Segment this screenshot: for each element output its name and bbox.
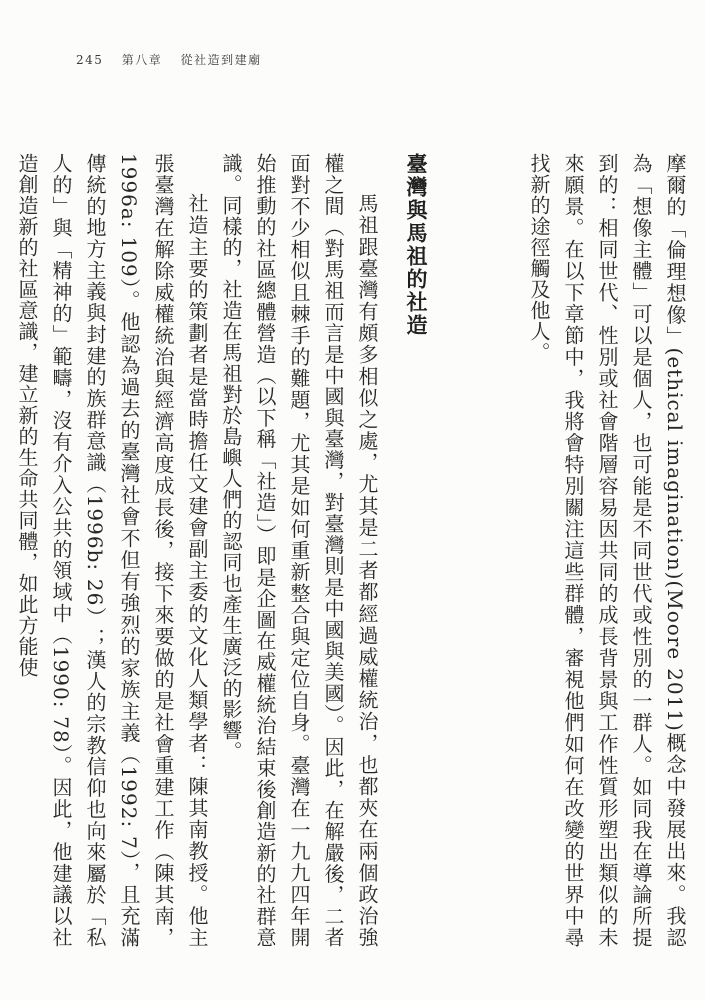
body-text-block: [15, 153, 692, 948]
page-number: 245: [76, 53, 104, 67]
chapter-label: 第八章: [121, 53, 163, 67]
paragraph-continued-from-previous-page: 摩爾的「倫理想像」(ethical imagination)(Moore 2011)概念中發展出來。我認為「想像主體」可以是個人，也可能是不同世代或性別的一群人。如同我在導論所提到的：相同世代、性別或社會階層容易因共同的成長背景與工作性質形塑出類似的未來願景。在以下章節中，我將會特別關注這些群體，審視他們如何在改變的世界中尋找新的途徑觸及他人。: [527, 153, 687, 948]
paragraph-matsu-taiwan-similarity: 馬祖跟臺灣有頗多相似之處，尤其是二者都經過威權統治，也都夾在兩個政治強權之間（對馬祖而言是中國與臺灣，對臺灣則是中國與美國）。因此，在解嚴後，二者面對不少相似且棘手的難題，尤其是如何重新整合與定位自身。臺灣在一九九四年開始推動的社區總體營造（以下稱「社造」）即是企圖在威權統治結束後創造新的社群意識。同樣的，社造在馬祖對於島嶼人們的認同也產生廣泛的影響。: [219, 153, 379, 948]
running-head: [76, 51, 262, 68]
chapter-title: 從社造到建廟: [180, 53, 262, 67]
paragraph-chen-chi-nan: 社造主要的策劃者是當時擔任文建會副主委的文化人類學者：陳其南教授。他主張臺灣在解除威權統治與經濟高度成長後，接下來要做的是社會重建工作（陳其南，1996a: 109）。他認為過去的臺灣社會不但有強烈的家族主義（1992: 7），且充滿傳統的地方主義與封建的族群意識（1996b: 26）；漢人的宗教信仰也向來屬於「私人的」與「精神的」範疇，沒有介入公共的領域中（1990: 78）。因此，他建議以社造創造新的社區意識，建立新的生命共同體，如此方能使: [15, 153, 209, 948]
section-heading: 臺灣與馬祖的社造: [404, 153, 429, 337]
